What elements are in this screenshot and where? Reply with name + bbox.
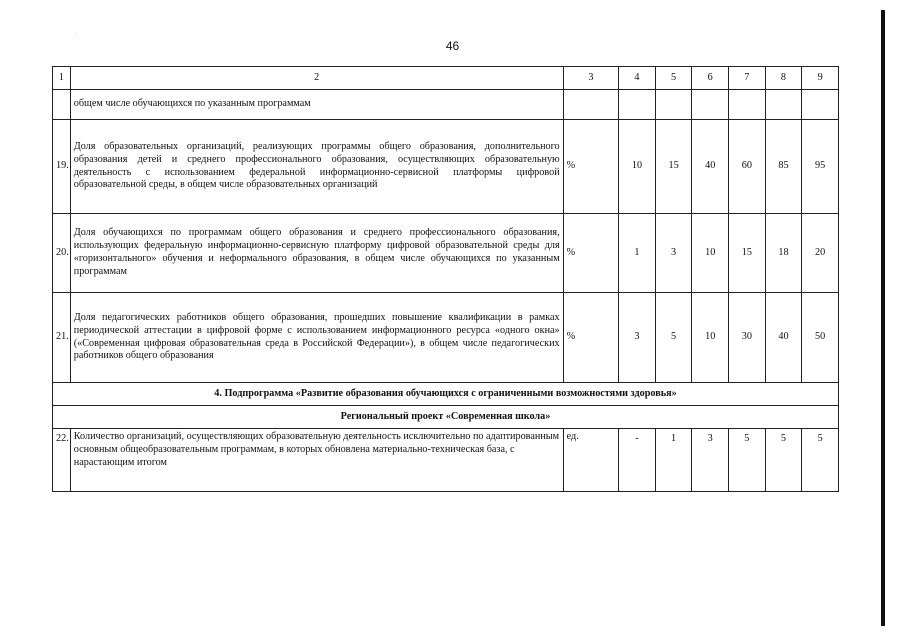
header-cell-1: 1 <box>53 67 71 90</box>
unit-cell: ед. <box>563 429 619 492</box>
value-cell <box>729 90 766 120</box>
value-cell <box>765 90 802 120</box>
table-header-row <box>53 67 839 90</box>
value-cell: 95 <box>802 120 839 214</box>
row-number <box>53 90 71 120</box>
value-cell: 60 <box>729 120 766 214</box>
indicator-name: Доля обучающихся по программам общего образования и среднего профессионального образования, использующих федеральную информационно-сервисную платформу цифровой образовательной среды для «горизонтального» обучения и неформального образования, в общем числе обучающихся по указанным программам <box>70 214 563 293</box>
value-cell <box>692 90 729 120</box>
value-cell: 40 <box>765 293 802 383</box>
table-row <box>53 214 839 293</box>
value-cell: 15 <box>729 214 766 293</box>
indicator-name: Количество организаций, осуществляющих образовательную деятельность исключительно по адаптированным основным общеобразовательным программам, в которых обновлена материально-техническая база, с нарастающим итогом <box>70 429 563 492</box>
value-cell <box>619 90 656 120</box>
page-number: 46 <box>445 39 460 53</box>
value-cell: 15 <box>655 120 692 214</box>
value-cell: 10 <box>692 293 729 383</box>
value-cell: 10 <box>619 120 656 214</box>
value-cell: 85 <box>765 120 802 214</box>
row-number: 22. <box>53 429 71 492</box>
value-cell: 5 <box>802 429 839 492</box>
table-row <box>53 120 839 214</box>
indicator-name: общем числе обучающихся по указанным программам <box>70 90 563 120</box>
value-cell: 3 <box>692 429 729 492</box>
header-cell-8: 8 <box>765 67 802 90</box>
header-cell-4: 4 <box>619 67 656 90</box>
project-title: Региональный проект «Современная школа» <box>53 406 839 429</box>
row-number: 19. <box>53 120 71 214</box>
value-cell: 1 <box>655 429 692 492</box>
table-row <box>53 293 839 383</box>
project-row <box>53 406 839 429</box>
indicator-name: Доля образовательных организаций, реализующих программы общего образования, дополнительного образования детей и среднего профессионального образования, осуществляющих образовательную деятельность с использованием федеральной информационно-сервисной платформы цифровой образовательной среды, в общем числе образовательных организаций <box>70 120 563 214</box>
indicators-table <box>52 66 839 492</box>
unit-cell: % <box>563 120 619 214</box>
scan-edge-bar <box>881 10 885 626</box>
value-cell <box>655 90 692 120</box>
value-cell: 5 <box>729 429 766 492</box>
value-cell: 5 <box>655 293 692 383</box>
row-number: 20. <box>53 214 71 293</box>
value-cell: 30 <box>729 293 766 383</box>
unit-cell: % <box>563 293 619 383</box>
header-cell-6: 6 <box>692 67 729 90</box>
value-cell <box>802 90 839 120</box>
subprogram-row <box>53 383 839 406</box>
value-cell: 50 <box>802 293 839 383</box>
value-cell: 3 <box>655 214 692 293</box>
table-row <box>53 429 839 492</box>
row-number: 21. <box>53 293 71 383</box>
value-cell: 18 <box>765 214 802 293</box>
unit-cell <box>563 90 619 120</box>
header-cell-7: 7 <box>729 67 766 90</box>
unit-cell: % <box>563 214 619 293</box>
header-cell-9: 9 <box>802 67 839 90</box>
header-cell-5: 5 <box>655 67 692 90</box>
value-cell: 3 <box>619 293 656 383</box>
header-cell-2: 2 <box>70 67 563 90</box>
table-row <box>53 90 839 120</box>
value-cell: 1 <box>619 214 656 293</box>
value-cell: 10 <box>692 214 729 293</box>
indicator-name: Доля педагогических работников общего образования, прошедших повышение квалификации в рамках периодической аттестации в цифровой форме с использованием информационного ресурса «одного окна» («Современная цифровая образовательная среда в Российской Федерации»), в общем числе педагогических работников общего образования <box>70 293 563 383</box>
value-cell: 5 <box>765 429 802 492</box>
scan-mark: . <box>76 31 78 36</box>
value-cell: - <box>619 429 656 492</box>
value-cell: 20 <box>802 214 839 293</box>
subprogram-title: 4. Подпрограмма «Развитие образования обучающихся с ограниченными возможностями здоровья» <box>53 383 839 406</box>
header-cell-3: 3 <box>563 67 619 90</box>
value-cell: 40 <box>692 120 729 214</box>
